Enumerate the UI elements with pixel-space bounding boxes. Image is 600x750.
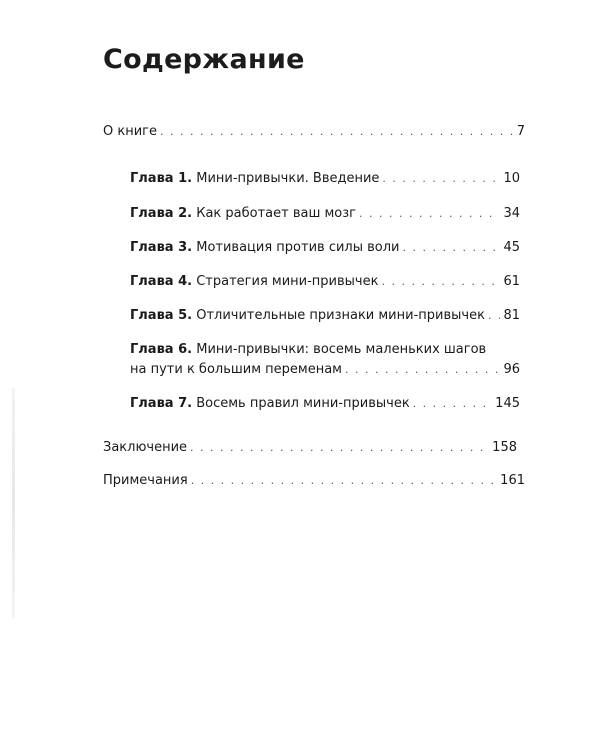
chapter-number: Глава 2.: [130, 206, 193, 221]
toc-entry-label: О книге: [103, 124, 157, 139]
toc-page-number: 61: [503, 274, 520, 289]
page-title: Содержание: [103, 44, 305, 75]
chapter-number: Глава 6.: [130, 342, 193, 357]
toc-entry-notes[interactable]: [103, 473, 525, 489]
toc-page-number: 81: [503, 308, 520, 323]
dot-leader: [382, 171, 500, 187]
toc-entry-label-line2: на пути к большим переменам: [130, 362, 342, 377]
dot-leader: [191, 473, 497, 489]
toc-page-number: 45: [503, 240, 520, 255]
toc-entry-label: Отличительные признаки мини-привычек: [196, 308, 485, 323]
chapter-number: Глава 1.: [130, 171, 193, 186]
toc-entry-conclusion[interactable]: [103, 440, 517, 456]
toc-entry-chapter-2[interactable]: [130, 206, 520, 222]
toc-entry-label: Заключение: [103, 440, 188, 455]
toc-page-number: 145: [495, 396, 520, 411]
toc-entry-label: Примечания: [103, 473, 188, 488]
toc-entry-chapter-3[interactable]: [130, 240, 520, 256]
toc-entry-about-book[interactable]: [103, 124, 525, 140]
toc-entry-chapter-5[interactable]: [130, 308, 520, 324]
toc-entry-label: Как работает ваш мозг: [196, 206, 357, 221]
toc-entry-chapter-6[interactable]: [130, 340, 520, 380]
toc-page-number: 10: [503, 171, 520, 186]
toc-entry-label-line1: Мини-привычки: восемь маленьких шагов: [196, 342, 487, 357]
chapter-number: Глава 4.: [130, 274, 193, 289]
toc-entry-chapter-1[interactable]: [130, 171, 520, 187]
dot-leader: [381, 274, 500, 290]
dot-leader: [403, 240, 501, 256]
dot-leader: [488, 308, 501, 324]
toc-entry-label: Восемь правил мини-привычек: [196, 396, 410, 411]
dot-leader: [345, 360, 500, 380]
dot-leader: [190, 440, 489, 456]
toc-entry-chapter-4[interactable]: [130, 274, 520, 290]
chapter-number: Глава 7.: [130, 396, 193, 411]
chapter-number: Глава 3.: [130, 240, 193, 255]
toc-page-number: 158: [492, 440, 517, 455]
toc-entry-chapter-7[interactable]: [130, 396, 520, 412]
toc-entry-label: Мотивация против силы воли: [196, 240, 400, 255]
toc-page-number: 161: [500, 473, 525, 488]
toc-entry-label: Мини-привычки. Введение: [196, 171, 380, 186]
page-edge-shadow: [12, 388, 15, 618]
toc-entry-label: Стратегия мини-привычек: [196, 274, 379, 289]
toc-page-number: 7: [516, 124, 525, 139]
dot-leader: [160, 124, 514, 140]
chapter-number: Глава 5.: [130, 308, 193, 323]
dot-leader: [413, 396, 492, 412]
dot-leader: [359, 206, 500, 222]
toc-page-number: 34: [503, 206, 520, 221]
toc-page-number: 96: [503, 362, 520, 377]
